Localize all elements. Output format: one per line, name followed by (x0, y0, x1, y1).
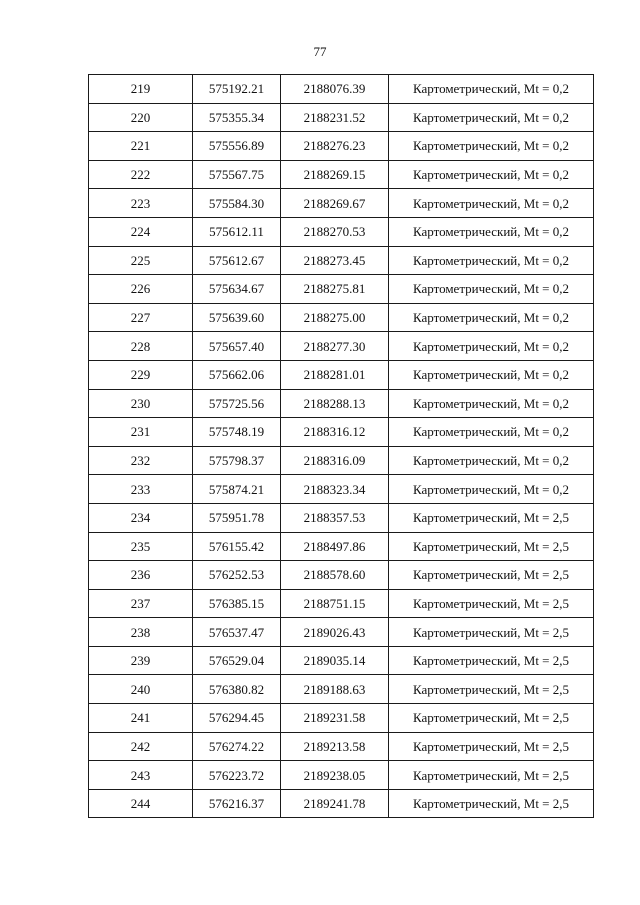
method-cell: Картометрический, Mt = 0,2 (389, 103, 594, 132)
y-coordinate-cell: 2189241.78 (281, 789, 389, 818)
method-cell: Картометрический, Mt = 2,5 (389, 646, 594, 675)
point-number-cell: 219 (89, 75, 193, 104)
method-cell: Картометрический, Mt = 2,5 (389, 503, 594, 532)
method-cell: Картометрический, Mt = 0,2 (389, 217, 594, 246)
method-cell: Картометрический, Mt = 2,5 (389, 704, 594, 733)
x-coordinate-cell: 575725.56 (193, 389, 281, 418)
x-coordinate-cell: 576223.72 (193, 761, 281, 790)
y-coordinate-cell: 2188288.13 (281, 389, 389, 418)
table-row (89, 246, 594, 275)
table-row (89, 446, 594, 475)
x-coordinate-cell: 575798.37 (193, 446, 281, 475)
table-row (89, 618, 594, 647)
x-coordinate-cell: 575612.67 (193, 246, 281, 275)
point-number-cell: 222 (89, 160, 193, 189)
y-coordinate-cell: 2188277.30 (281, 332, 389, 361)
table-row (89, 275, 594, 304)
method-cell: Картометрический, Mt = 0,2 (389, 303, 594, 332)
point-number-cell: 231 (89, 418, 193, 447)
method-cell: Картометрический, Mt = 0,2 (389, 389, 594, 418)
y-coordinate-cell: 2189026.43 (281, 618, 389, 647)
point-number-cell: 221 (89, 132, 193, 161)
y-coordinate-cell: 2188316.09 (281, 446, 389, 475)
y-coordinate-cell: 2188269.15 (281, 160, 389, 189)
method-cell: Картометрический, Mt = 0,2 (389, 275, 594, 304)
coordinates-table (88, 74, 594, 818)
y-coordinate-cell: 2189035.14 (281, 646, 389, 675)
point-number-cell: 242 (89, 732, 193, 761)
x-coordinate-cell: 575951.78 (193, 503, 281, 532)
x-coordinate-cell: 576294.45 (193, 704, 281, 733)
table-row (89, 589, 594, 618)
y-coordinate-cell: 2189188.63 (281, 675, 389, 704)
y-coordinate-cell: 2188076.39 (281, 75, 389, 104)
y-coordinate-cell: 2188323.34 (281, 475, 389, 504)
x-coordinate-cell: 576385.15 (193, 589, 281, 618)
y-coordinate-cell: 2189231.58 (281, 704, 389, 733)
point-number-cell: 239 (89, 646, 193, 675)
x-coordinate-cell: 575192.21 (193, 75, 281, 104)
point-number-cell: 237 (89, 589, 193, 618)
method-cell: Картометрический, Mt = 0,2 (389, 246, 594, 275)
table-row (89, 732, 594, 761)
table-row (89, 646, 594, 675)
point-number-cell: 238 (89, 618, 193, 647)
y-coordinate-cell: 2188275.00 (281, 303, 389, 332)
table-row (89, 475, 594, 504)
point-number-cell: 226 (89, 275, 193, 304)
table-row (89, 217, 594, 246)
table-row (89, 132, 594, 161)
method-cell: Картометрический, Mt = 0,2 (389, 418, 594, 447)
x-coordinate-cell: 575748.19 (193, 418, 281, 447)
point-number-cell: 243 (89, 761, 193, 790)
method-cell: Картометрический, Mt = 2,5 (389, 732, 594, 761)
method-cell: Картометрический, Mt = 2,5 (389, 789, 594, 818)
y-coordinate-cell: 2188276.23 (281, 132, 389, 161)
point-number-cell: 220 (89, 103, 193, 132)
point-number-cell: 235 (89, 532, 193, 561)
y-coordinate-cell: 2188231.52 (281, 103, 389, 132)
table-row (89, 303, 594, 332)
y-coordinate-cell: 2189213.58 (281, 732, 389, 761)
x-coordinate-cell: 576274.22 (193, 732, 281, 761)
x-coordinate-cell: 576216.37 (193, 789, 281, 818)
table-row (89, 75, 594, 104)
table-row (89, 103, 594, 132)
y-coordinate-cell: 2189238.05 (281, 761, 389, 790)
x-coordinate-cell: 575612.11 (193, 217, 281, 246)
method-cell: Картометрический, Mt = 0,2 (389, 446, 594, 475)
point-number-cell: 244 (89, 789, 193, 818)
y-coordinate-cell: 2188270.53 (281, 217, 389, 246)
x-coordinate-cell: 575556.89 (193, 132, 281, 161)
table-row (89, 789, 594, 818)
point-number-cell: 233 (89, 475, 193, 504)
point-number-cell: 236 (89, 561, 193, 590)
x-coordinate-cell: 575874.21 (193, 475, 281, 504)
table-row (89, 389, 594, 418)
x-coordinate-cell: 575584.30 (193, 189, 281, 218)
point-number-cell: 230 (89, 389, 193, 418)
x-coordinate-cell: 575355.34 (193, 103, 281, 132)
method-cell: Картометрический, Mt = 0,2 (389, 360, 594, 389)
table-row (89, 189, 594, 218)
table-row (89, 761, 594, 790)
point-number-cell: 229 (89, 360, 193, 389)
point-number-cell: 223 (89, 189, 193, 218)
x-coordinate-cell: 576537.47 (193, 618, 281, 647)
x-coordinate-cell: 576529.04 (193, 646, 281, 675)
table-row (89, 503, 594, 532)
method-cell: Картометрический, Mt = 0,2 (389, 132, 594, 161)
method-cell: Картометрический, Mt = 2,5 (389, 589, 594, 618)
y-coordinate-cell: 2188751.15 (281, 589, 389, 618)
x-coordinate-cell: 576155.42 (193, 532, 281, 561)
point-number-cell: 240 (89, 675, 193, 704)
x-coordinate-cell: 575639.60 (193, 303, 281, 332)
y-coordinate-cell: 2188316.12 (281, 418, 389, 447)
table-row (89, 675, 594, 704)
table-row (89, 561, 594, 590)
x-coordinate-cell: 576380.82 (193, 675, 281, 704)
point-number-cell: 234 (89, 503, 193, 532)
y-coordinate-cell: 2188269.67 (281, 189, 389, 218)
method-cell: Картометрический, Mt = 0,2 (389, 332, 594, 361)
table-row (89, 418, 594, 447)
method-cell: Картометрический, Mt = 2,5 (389, 675, 594, 704)
coordinates-table-body (89, 75, 594, 818)
x-coordinate-cell: 575634.67 (193, 275, 281, 304)
method-cell: Картометрический, Mt = 0,2 (389, 75, 594, 104)
method-cell: Картометрический, Mt = 2,5 (389, 618, 594, 647)
page-number: 77 (313, 44, 327, 59)
method-cell: Картометрический, Mt = 0,2 (389, 160, 594, 189)
x-coordinate-cell: 575662.06 (193, 360, 281, 389)
point-number-cell: 228 (89, 332, 193, 361)
y-coordinate-cell: 2188578.60 (281, 561, 389, 590)
method-cell: Картометрический, Mt = 0,2 (389, 475, 594, 504)
point-number-cell: 225 (89, 246, 193, 275)
point-number-cell: 224 (89, 217, 193, 246)
table-row (89, 160, 594, 189)
y-coordinate-cell: 2188281.01 (281, 360, 389, 389)
method-cell: Картометрический, Mt = 2,5 (389, 532, 594, 561)
point-number-cell: 227 (89, 303, 193, 332)
method-cell: Картометрический, Mt = 0,2 (389, 189, 594, 218)
x-coordinate-cell: 575567.75 (193, 160, 281, 189)
x-coordinate-cell: 576252.53 (193, 561, 281, 590)
method-cell: Картометрический, Mt = 2,5 (389, 561, 594, 590)
point-number-cell: 241 (89, 704, 193, 733)
table-row (89, 704, 594, 733)
y-coordinate-cell: 2188357.53 (281, 503, 389, 532)
method-cell: Картометрический, Mt = 2,5 (389, 761, 594, 790)
table-row (89, 360, 594, 389)
x-coordinate-cell: 575657.40 (193, 332, 281, 361)
point-number-cell: 232 (89, 446, 193, 475)
y-coordinate-cell: 2188497.86 (281, 532, 389, 561)
y-coordinate-cell: 2188273.45 (281, 246, 389, 275)
table-row (89, 532, 594, 561)
table-row (89, 332, 594, 361)
y-coordinate-cell: 2188275.81 (281, 275, 389, 304)
